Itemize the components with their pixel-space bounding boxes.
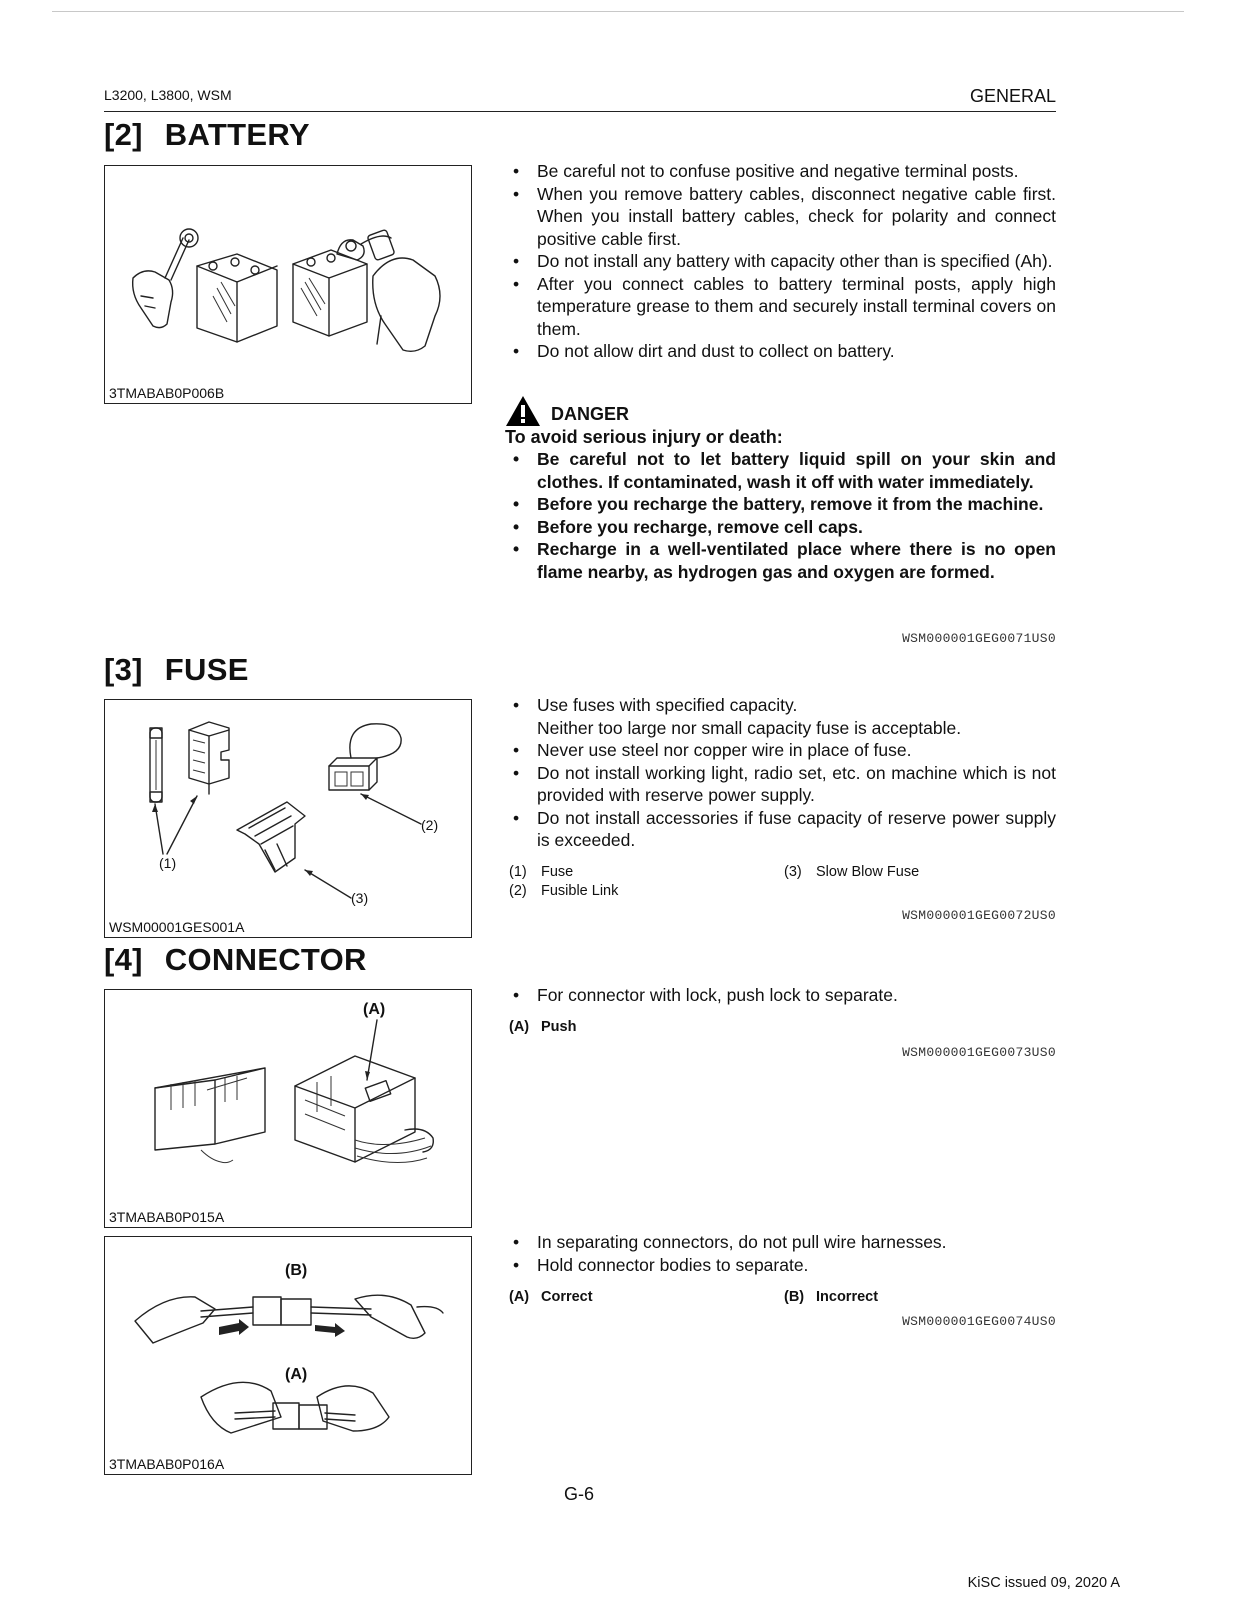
danger-subtitle: To avoid serious injury or death:	[505, 427, 783, 447]
connector-figure-2-caption: 3TMABAB0P016A	[109, 1456, 225, 1472]
battery-illustration	[105, 166, 473, 405]
legend-label: Push	[541, 1019, 577, 1035]
battery-section-number: [2]	[104, 117, 143, 152]
list-item: • When you remove battery cables, disconnect negative cable first. When you install battery cables, check for polarity and connect positive cable first.	[505, 183, 1056, 251]
fuse-section-name: FUSE	[164, 652, 249, 687]
connector-section-number: [4]	[104, 942, 143, 977]
danger-title: DANGER	[551, 404, 630, 424]
list-item: • For connector with lock, push lock to separate.	[505, 984, 1056, 1007]
fuse-instructions	[505, 694, 1056, 852]
list-item: • In separating connectors, do not pull wire harnesses.	[505, 1231, 1056, 1254]
connector-lock-illustration	[105, 990, 473, 1229]
list-item: • Do not install accessories if fuse capacity of reserve power supply is exceeded.	[505, 807, 1056, 852]
list-item: • Do not install working light, radio set, etc. on machine which is not provided with reserve power supply.	[505, 762, 1056, 807]
fuse-illustration	[105, 700, 473, 939]
legend-label: Correct	[541, 1289, 593, 1305]
connector-instructions-1	[505, 984, 1056, 1007]
connector-figure-2	[104, 1236, 472, 1475]
connector-instructions-2	[505, 1231, 1056, 1276]
danger-item: • Be careful not to let battery liquid spill on your skin and clothes. If contaminated, wash it off with water immediately.	[505, 448, 1056, 493]
fuse-legend-1	[509, 864, 573, 880]
list-item: • Never use steel nor copper wire in place of fuse.	[505, 739, 1056, 762]
connector-section-name: CONNECTOR	[164, 942, 367, 977]
battery-figure	[104, 165, 472, 404]
fuse-callout-1: (1)	[159, 855, 177, 871]
list-item-text: Use fuses with specified capacity.	[537, 695, 798, 715]
connector-doc-code-2: WSM000001GEG0074US0	[902, 1314, 1056, 1329]
list-item-continuation: Neither too large nor small capacity fuse is acceptable.	[537, 717, 962, 738]
battery-figure-caption: 3TMABAB0P006B	[109, 385, 225, 401]
connector-callout-a2: (A)	[285, 1366, 308, 1383]
danger-item: • Before you recharge, remove cell caps.	[505, 516, 1056, 539]
connector-legend-correct	[509, 1289, 593, 1305]
legend-label: Fusible Link	[541, 883, 619, 899]
top-border-line	[52, 11, 1184, 12]
legend-label: Incorrect	[816, 1289, 879, 1305]
fuse-doc-code: WSM000001GEG0072US0	[902, 908, 1056, 923]
connector-callout-a: (A)	[363, 1001, 386, 1018]
page-number: G-6	[564, 1484, 595, 1504]
list-item: • Do not allow dirt and dust to collect on battery.	[505, 340, 1056, 363]
connector-figure-1	[104, 989, 472, 1228]
warning-triangle-icon	[505, 395, 541, 427]
connector-separation-illustration	[105, 1237, 473, 1476]
fuse-figure	[104, 699, 472, 938]
legend-key: (1)	[509, 864, 527, 880]
danger-item: • Recharge in a well-ventilated place where there is no open flame nearby, as hydrogen gas and oxygen are formed.	[505, 538, 1056, 583]
legend-key: (3)	[784, 864, 802, 880]
connector-section-title	[104, 942, 367, 978]
battery-section-name: BATTERY	[164, 117, 310, 152]
list-item	[505, 694, 1056, 739]
legend-label: Fuse	[541, 864, 574, 880]
header-rule	[104, 111, 1056, 112]
header-model: L3200, L3800, WSM	[104, 87, 232, 103]
list-item: • Be careful not to confuse positive and negative terminal posts.	[505, 160, 1056, 183]
fuse-figure-caption: WSM00001GES001A	[109, 919, 245, 935]
legend-key: (A)	[509, 1289, 530, 1305]
fuse-callout-3: (3)	[351, 890, 369, 906]
battery-section-title	[104, 117, 310, 153]
list-item: • After you connect cables to battery terminal posts, apply high temperature grease to them and securely install terminal covers on them.	[505, 273, 1056, 341]
list-item: • Hold connector bodies to separate.	[505, 1254, 1056, 1277]
connector-figure-1-caption: 3TMABAB0P015A	[109, 1209, 225, 1225]
battery-instructions	[505, 160, 1056, 363]
connector-callout-b: (B)	[285, 1262, 308, 1279]
header-section: GENERAL	[969, 86, 1056, 106]
danger-item: • Before you recharge the battery, remove it from the machine.	[505, 493, 1056, 516]
connector-legend-push	[509, 1019, 576, 1035]
legend-key: (2)	[509, 883, 527, 899]
battery-doc-code: WSM000001GEG0071US0	[902, 631, 1056, 646]
danger-block	[505, 395, 1065, 583]
legend-label: Slow Blow Fuse	[816, 864, 920, 880]
list-item: • Do not install any battery with capacity other than is specified (Ah).	[505, 250, 1056, 273]
fuse-legend-3	[784, 864, 919, 880]
connector-doc-code-1: WSM000001GEG0073US0	[902, 1045, 1056, 1060]
fuse-legend-2	[509, 883, 618, 899]
footer-issue: KiSC issued 09, 2020 A	[967, 1575, 1120, 1591]
legend-key: (B)	[784, 1289, 805, 1305]
legend-key: (A)	[509, 1019, 530, 1035]
connector-legend-incorrect	[784, 1289, 878, 1305]
fuse-callout-2: (2)	[421, 817, 439, 833]
fuse-section-title	[104, 652, 249, 688]
fuse-section-number: [3]	[104, 652, 143, 687]
